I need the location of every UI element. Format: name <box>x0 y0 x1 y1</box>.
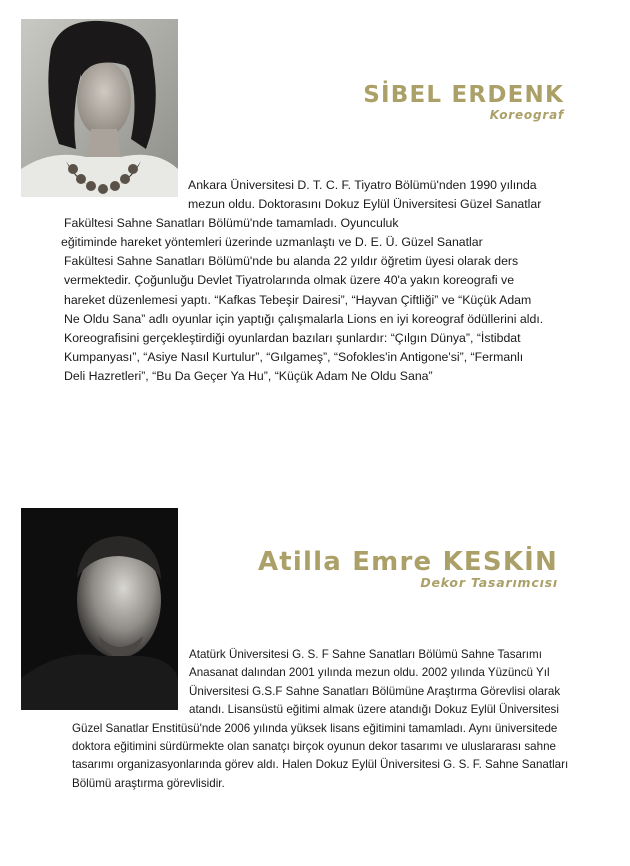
person1-bio <box>0 176 630 386</box>
person1-name: SİBEL ERDENK <box>363 82 564 108</box>
person2-role: Dekor Tasarımcısı <box>420 575 558 590</box>
portrait-woman-photo <box>21 19 178 197</box>
person1-bio-line: Ne Oldu Sana” adlı oyunlar için yaptığı çalışmalarla Lions en iyi koreograf ödüllerini aldı. <box>64 311 544 326</box>
person2-bio-line: Güzel Sanatlar Enstitüsü'nde 2006 yılında yüksek lisans eğitimini tamamladı. Aynı üniversitede <box>72 721 558 735</box>
person1-bio-line: hareket düzenlemesi yaptı. “Kafkas Tebeşir Dairesi”, “Hayvan Çiftliği” ve “Küçük Adam <box>64 292 532 307</box>
person2-bio-line: atandı. Lisansüstü eğitimi almak üzere atandığı Dokuz Eylül Üniversitesi <box>189 703 559 717</box>
person2-bio-line: Bölümü araştırma görevlisidir. <box>72 776 225 790</box>
person1-bio-line: eğitiminde hareket yöntemleri üzerinde uzmanlaştı ve D. E. Ü. Güzel Sanatlar <box>61 235 483 250</box>
person2-bio-line: doktora eğitimini sürdürmekte olan sanatçı birçok oyunun dekor tasarımı ve uluslararası sahne <box>72 740 556 754</box>
person1-bio-line: Deli Hazretleri”, “Bu Da Geçer Ya Hu”, “Küçük Adam Ne Oldu Sana” <box>64 368 433 383</box>
person1-bio-line: Fakültesi Sahne Sanatları Bölümü'nde tamamladı. Oyunculuk <box>64 216 399 231</box>
person1-role: Koreograf <box>489 108 564 122</box>
person2-bio-line: Üniversitesi G.S.F Sahne Sanatları Bölümüne Araştırma Görevlisi olarak <box>189 684 561 698</box>
person1-bio-line: Koreografisini gerçekleştirdiği oyunlardan bazıları şunlardır: “Çılgın Dünya”, “İstibdat <box>64 330 521 345</box>
person2-bio <box>0 646 630 793</box>
person2-bio-line: tasarımı organizasyonlarında görev aldı. Halen Dokuz Eylül Üniversitesi G. S. F. Sahne Sanatları <box>72 758 569 772</box>
person1-bio-line: mezun oldu. Doktorasını Dokuz Eylül Üniversitesi Güzel Sanatlar <box>188 197 542 212</box>
person1-bio-line: Ankara Üniversitesi D. T. C. F. Tiyatro Bölümü'nden 1990 yılında <box>188 178 537 192</box>
person2-name: Atilla Emre KESKİN <box>257 547 558 577</box>
person1-bio-line: Kumpanyası”, “Asiye Nasıl Kurtulur”, “Gılgameş”, “Sofokles'in Antigone'si”, “Fermanlı <box>64 349 524 364</box>
person2-bio-line: Atatürk Üniversitesi G. S. F Sahne Sanatları Bölümü Sahne Tasarımı <box>189 648 542 661</box>
person1-bio-line: Fakültesi Sahne Sanatları Bölümü'nde bu alanda 22 yıldır öğretim üyesi olarak ders <box>64 254 519 269</box>
person1-bio-line: vermektedir. Çoğunluğu Devlet Tiyatrolarında olmak üzere 40'a yakın koreografi ve <box>64 273 515 288</box>
person2-bio-line: Anasanat dalından 2001 yılında mezun oldu. 2002 yılında Yüzüncü Yıl <box>189 666 550 680</box>
